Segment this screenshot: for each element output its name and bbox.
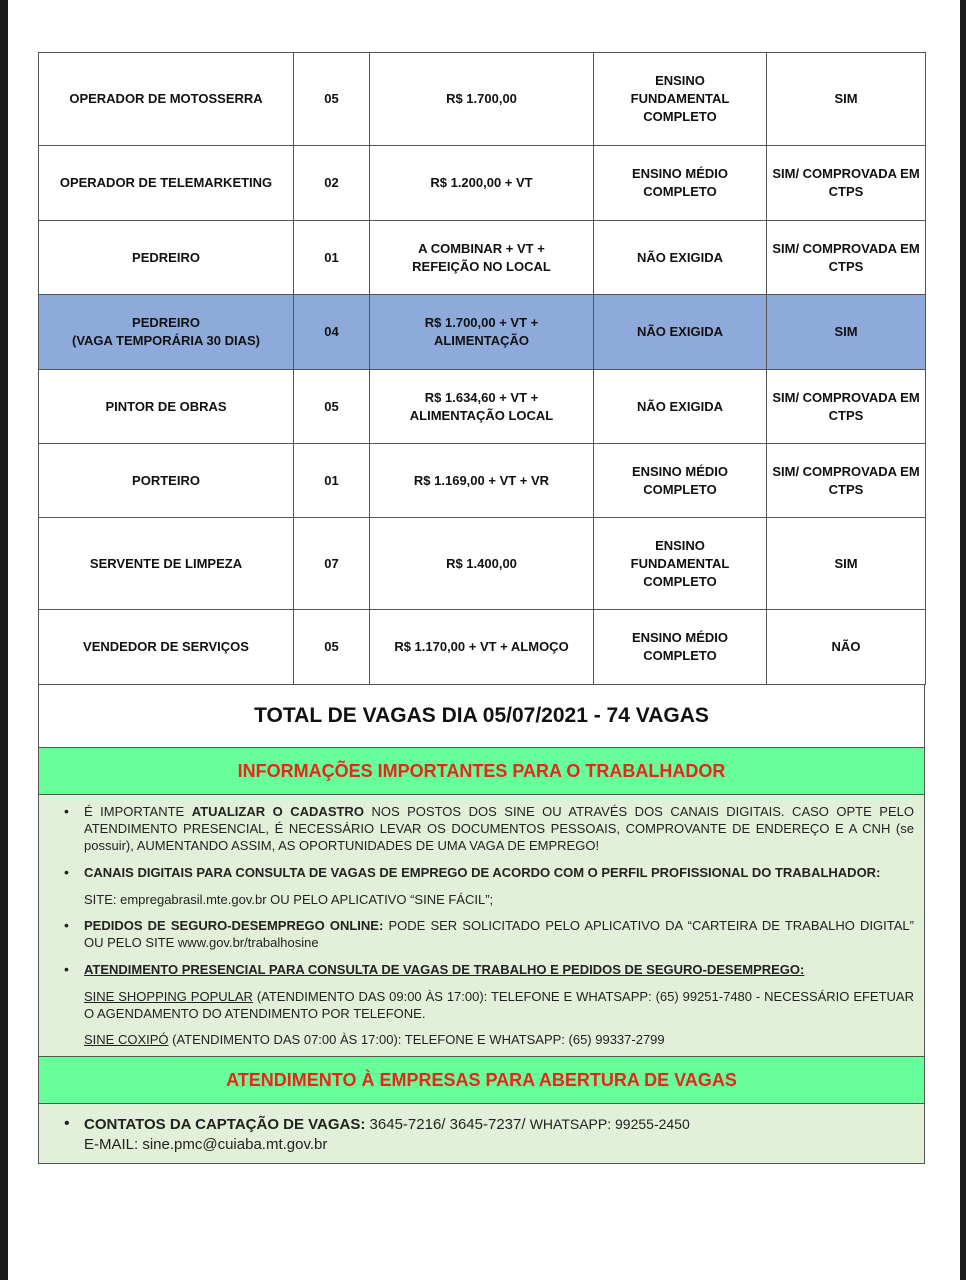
bullet-icon: • [64,1115,70,1132]
bullet-icon: • [64,803,69,819]
job-quantity: 07 [294,518,370,610]
job-salary: R$ 1.200,00 + VT [370,146,594,221]
job-experience: SIM [767,53,926,146]
job-experience: SIM [767,518,926,610]
info-site-line: SITE: empregabrasil.mte.gov.br OU PELO APLICATIVO “SINE FÁCIL”; [84,892,494,907]
table-row [39,370,926,444]
job-role: PORTEIRO [39,444,294,518]
job-education: NÃO EXIGIDA [594,221,767,295]
job-role: PINTOR DE OBRAS [39,370,294,444]
job-experience: SIM/ COMPROVADA EM CTPS [767,370,926,444]
job-quantity: 02 [294,146,370,221]
job-quantity: 01 [294,444,370,518]
bullet-icon: • [64,864,69,880]
table-row [39,444,926,518]
job-education: ENSINO MÉDIO COMPLETO [594,444,767,518]
job-role-title: PEDREIRO [132,315,200,330]
info-item-in-person-service: • ATENDIMENTO PRESENCIAL PARA CONSULTA DE VAGAS DE TRABALHO E PEDIDOS DE SEGURO-DESEMPREGO: [64,961,805,977]
job-education: ENSINO FUNDAMENTAL COMPLETO [594,518,767,610]
job-role: SERVENTE DE LIMPEZA [39,518,294,610]
job-salary: R$ 1.169,00 + VT + VR [370,444,594,518]
job-table [38,52,926,685]
companies-contacts: • CONTATOS DA CAPTAÇÃO DE VAGAS: 3645-7216/ 3645-7237/ WHATSAPP: 99255-2450 E-MAIL: sine.pmc@cuiaba.mt.gov.br [49,1114,914,1155]
job-role-note: (VAGA TEMPORÁRIA 30 DIAS) [71,333,261,348]
job-quantity: 05 [294,610,370,685]
job-salary: R$ 1.700,00 + VT + ALIMENTAÇÃO [370,295,594,370]
job-quantity: 04 [294,295,370,370]
job-salary: R$ 1.700,00 [370,53,594,146]
table-row [39,518,926,610]
worker-info-section [38,795,925,1057]
job-education: ENSINO FUNDAMENTAL COMPLETO [594,53,767,146]
job-experience: SIM/ COMPROVADA EM CTPS [767,146,926,221]
job-education: ENSINO MÉDIO COMPLETO [594,610,767,685]
job-education: ENSINO MÉDIO COMPLETO [594,146,767,221]
info-coxipo: SINE COXIPÓ (ATENDIMENTO DAS 07:00 ÀS 17:00): TELEFONE E WHATSAPP: (65) 99337-2799 [84,1032,665,1047]
job-role: VENDEDOR DE SERVIÇOS [39,610,294,685]
info-shopping-popular: SINE SHOPPING POPULAR (ATENDIMENTO DAS 09:00 ÀS 17:00): TELEFONE E WHATSAPP: (65) 99251-7480 - NECESSÁRIO EFETUAR O AGENDAMENTO DO ATENDIMENTO POR TELEFONE. [84,989,914,1021]
job-education: NÃO EXIGIDA [594,370,767,444]
job-role: PEDREIRO [39,221,294,295]
job-quantity: 05 [294,53,370,146]
job-role: OPERADOR DE MOTOSSERRA [39,53,294,146]
job-experience: SIM/ COMPROVADA EM CTPS [767,221,926,295]
info-item-unemployment-insurance: • PEDIDOS DE SEGURO-DESEMPREGO ONLINE: PODE SER SOLICITADO PELO APLICATIVO DA “CARTEIRA DE TRABALHO DIGITAL” OU PELO SITE www.gov.br/trabalhosine [64,917,914,950]
table-row [39,53,926,146]
table-row [39,146,926,221]
job-role [39,295,294,370]
job-salary: A COMBINAR + VT + REFEIÇÃO NO LOCAL [370,221,594,295]
worker-info-heading: INFORMAÇÕES IMPORTANTES PARA O TRABALHADOR [38,748,925,795]
job-salary: R$ 1.400,00 [370,518,594,610]
job-experience: SIM [767,295,926,370]
table-row [39,221,926,295]
job-education: NÃO EXIGIDA [594,295,767,370]
companies-heading: ATENDIMENTO À EMPRESAS PARA ABERTURA DE VAGAS [38,1057,925,1104]
companies-section [38,1104,925,1164]
photo-frame-left [0,0,8,1280]
job-salary: R$ 1.170,00 + VT + ALMOÇO [370,610,594,685]
job-salary: R$ 1.634,60 + VT + ALIMENTAÇÃO LOCAL [370,370,594,444]
total-vacancies: TOTAL DE VAGAS DIA 05/07/2021 - 74 VAGAS [38,685,925,748]
photo-frame-right [960,0,966,1280]
job-listing-document [38,52,925,1164]
companies-email: E-MAIL: sine.pmc@cuiaba.mt.gov.br [84,1136,328,1153]
job-experience: NÃO [767,610,926,685]
table-row [39,610,926,685]
bullet-icon: • [64,917,69,933]
job-quantity: 05 [294,370,370,444]
job-experience: SIM/ COMPROVADA EM CTPS [767,444,926,518]
job-quantity: 01 [294,221,370,295]
job-role: OPERADOR DE TELEMARKETING [39,146,294,221]
info-item-digital-channels: • CANAIS DIGITAIS PARA CONSULTA DE VAGAS DE EMPREGO DE ACORDO COM O PERFIL PROFISSIONAL DO TRABALHADOR: [64,864,881,880]
table-row-highlighted [39,295,926,370]
info-item-update-registration: • É IMPORTANTE ATUALIZAR O CADASTRO NOS POSTOS DOS SINE OU ATRAVÉS DOS CANAIS DIGITAIS. CASO OPTE PELO ATENDIMENTO PRESENCIAL, É NECESSÁRIO LEVAR OS DOCUMENTOS PESSOAIS, COMPROVANTE DE ENDEREÇO E A CNH (se possuir), AUMENTANDO ASSIM, AS OPORTUNIDADES DE UMA VAGA DE EMPREGO! [64,803,914,853]
bullet-icon: • [64,961,69,977]
